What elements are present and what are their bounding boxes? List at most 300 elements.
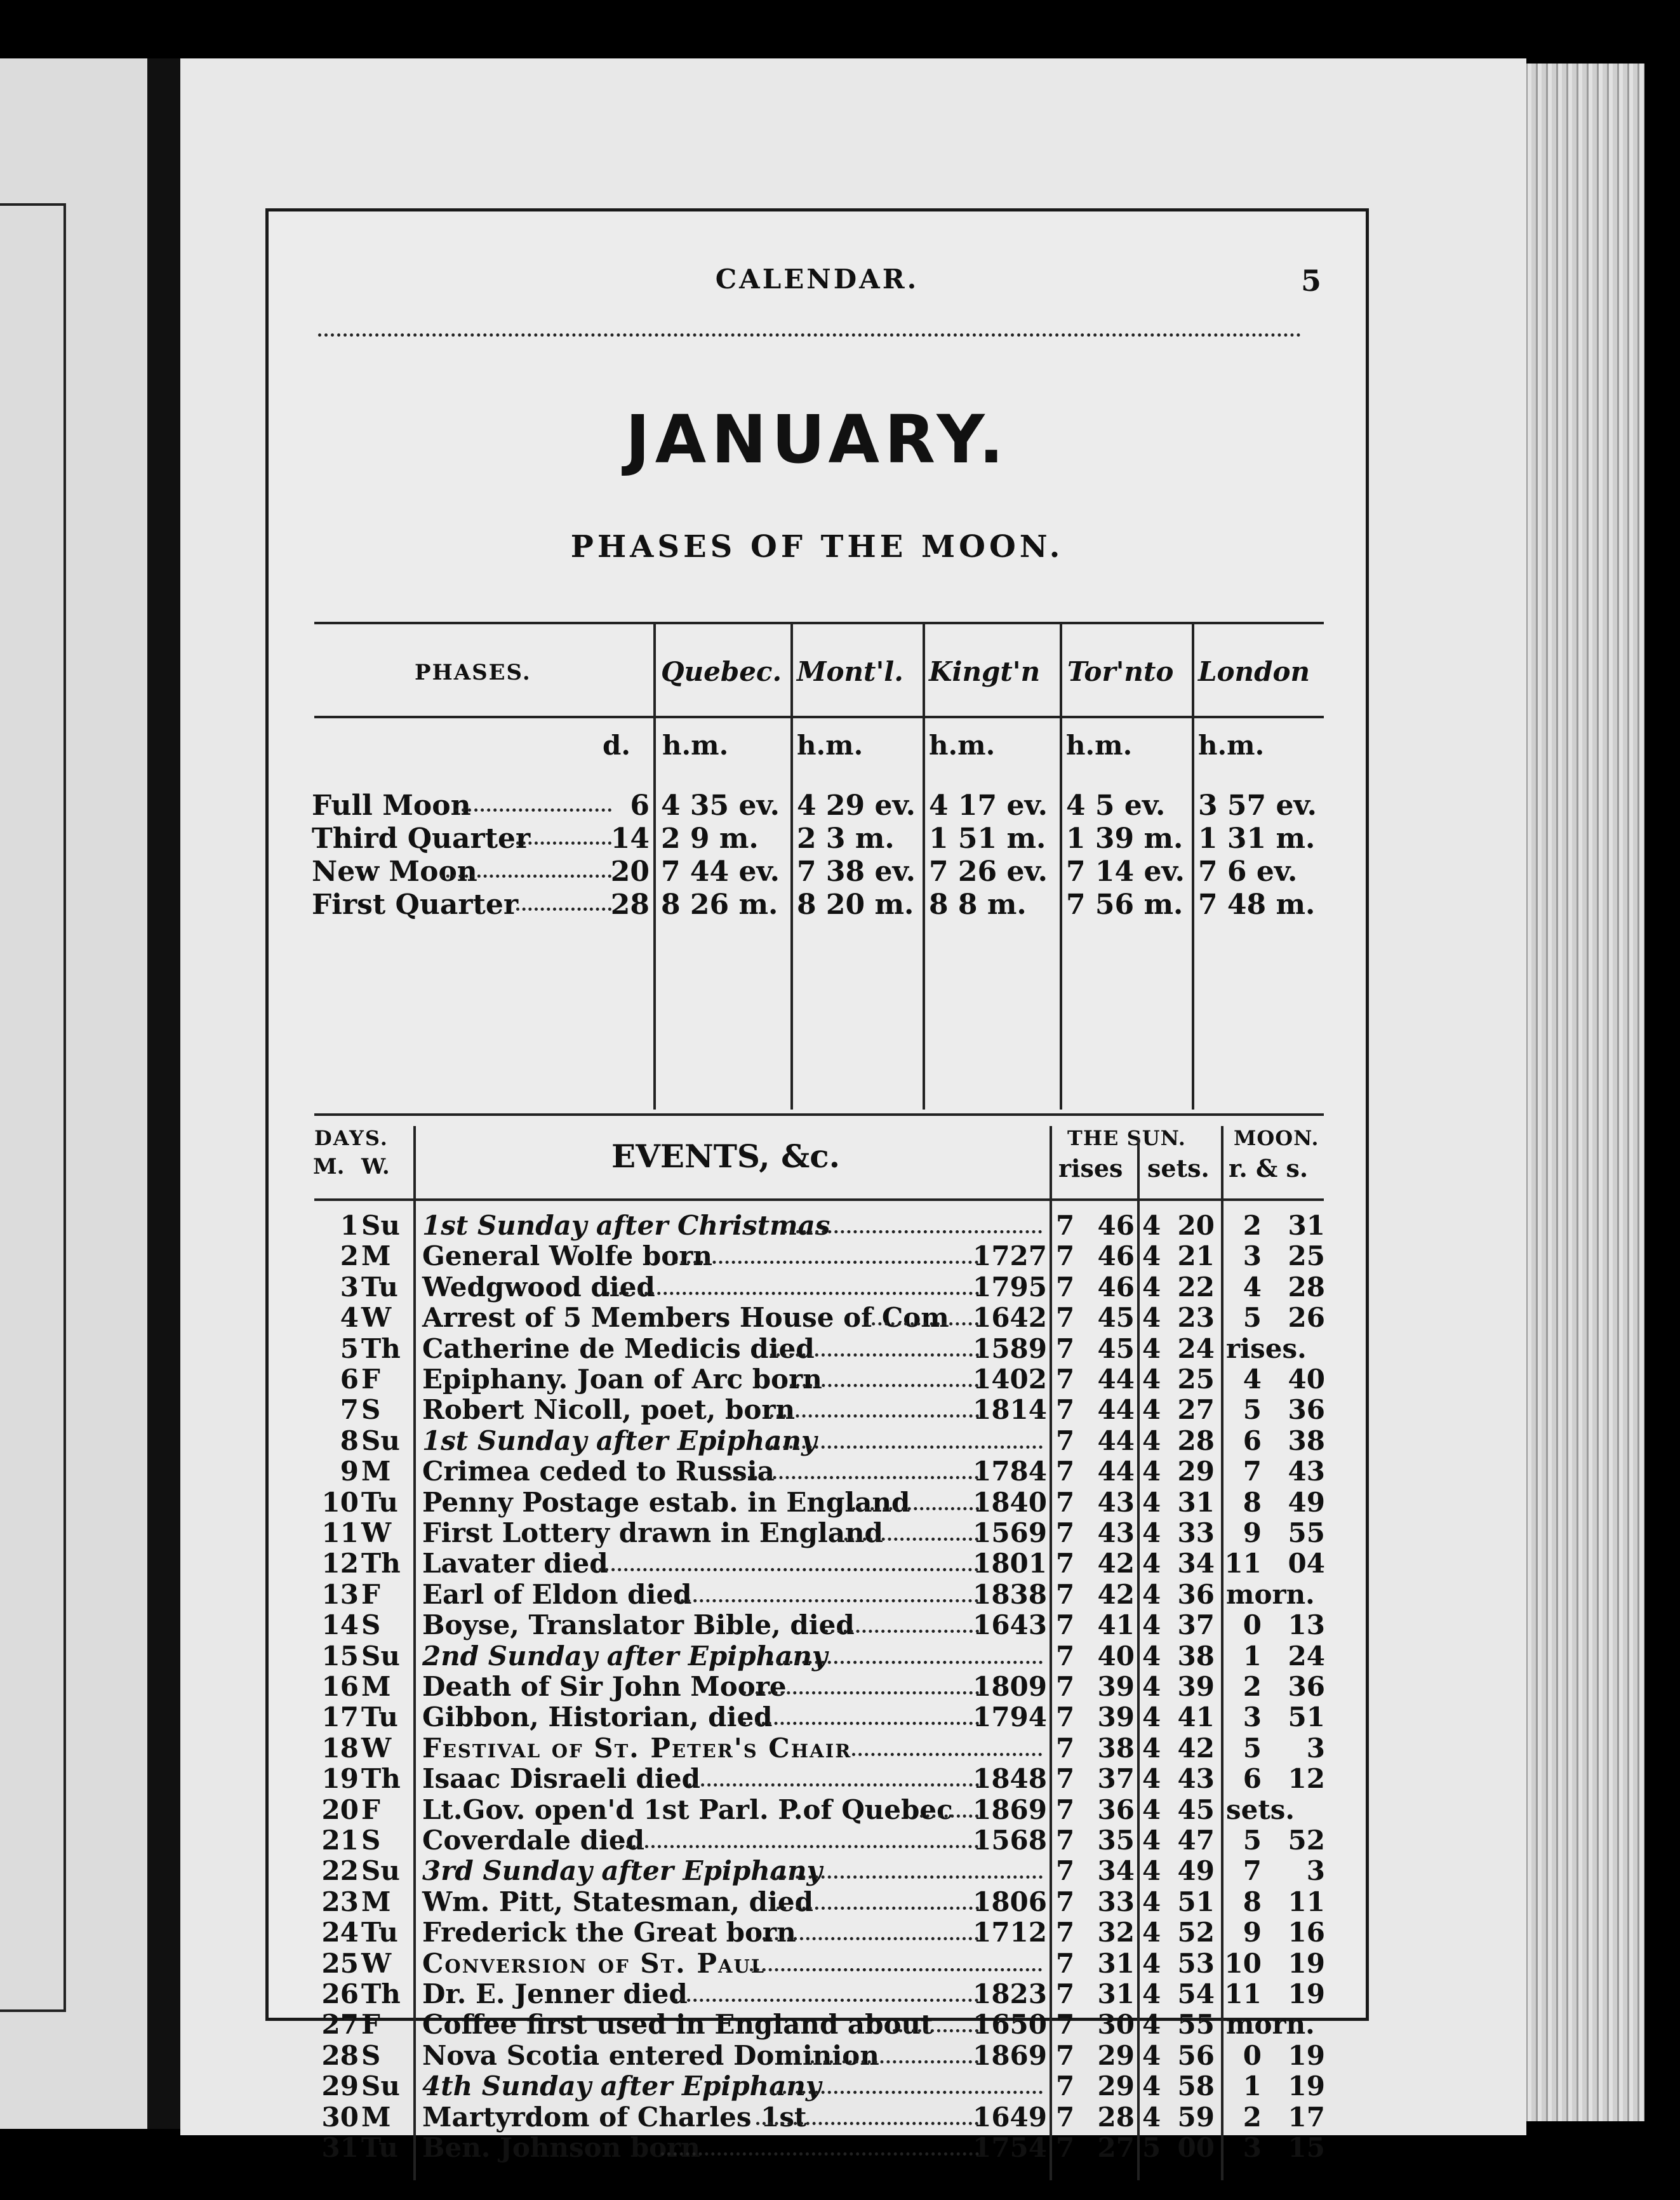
weekday: Th <box>361 1763 401 1794</box>
month-day: 12 <box>321 1548 359 1579</box>
event-text: 3rd Sunday after Epiphany <box>422 1855 822 1886</box>
page-number: 5 <box>1300 264 1321 298</box>
sunset-hour: 4 <box>1142 1978 1161 2009</box>
month-day: 29 <box>321 2070 359 2102</box>
sunrise-hour: 7 <box>1056 1487 1075 1518</box>
sunset-hour: 4 <box>1142 1425 1161 1456</box>
sunset-hour: 4 <box>1142 1917 1161 1948</box>
sunrise-minute: 39 <box>1097 1671 1135 1702</box>
header-dotted-rule <box>318 333 1301 337</box>
event-text: Festival of St. Peter's Chair <box>422 1733 852 1764</box>
moon-minute: 26 <box>1288 1302 1325 1333</box>
event-text: First Lottery drawn in England <box>422 1517 883 1548</box>
sunrise-minute: 28 <box>1097 2102 1135 2133</box>
sunrise-minute: 31 <box>1097 1948 1135 1979</box>
sunrise-hour: 7 <box>1056 1333 1075 1364</box>
event-text: Earl of Eldon died <box>422 1579 692 1610</box>
sunrise-minute: 42 <box>1097 1548 1135 1579</box>
event-year: 1806 <box>973 1886 1047 1917</box>
event-text: Gibbon, Historian, died <box>422 1701 773 1733</box>
moon-minute: 19 <box>1288 2040 1325 2071</box>
phase-name: First Quarter <box>312 889 519 921</box>
event-text: Lavater died <box>422 1548 608 1579</box>
sunrise-hour: 7 <box>1056 2102 1075 2133</box>
sunset-minute: 53 <box>1177 1948 1215 1979</box>
weekday: Tu <box>361 1487 398 1518</box>
event-text: Crimea ceded to Russia <box>422 1456 775 1487</box>
sunset-hour: 4 <box>1142 1701 1161 1733</box>
sunset-hour: 4 <box>1142 1671 1161 1702</box>
event-row <box>269 2102 1366 2132</box>
phase-time-quebec: 8 26 m. <box>661 889 778 921</box>
weekday: Th <box>361 1333 401 1364</box>
month-day: 26 <box>321 1978 359 2009</box>
event-year: 1814 <box>973 1394 1047 1425</box>
dot-leader <box>865 1322 978 1325</box>
event-row <box>269 1333 1366 1364</box>
phase-time-toronto: 4 5 ev. <box>1066 789 1166 822</box>
sunrise-minute: 29 <box>1097 2040 1135 2071</box>
sunset-hour: 4 <box>1142 1948 1161 1979</box>
moon-hour: 2 <box>1243 1671 1262 1702</box>
sunrise-minute: 35 <box>1097 1825 1135 1856</box>
sunset-minute: 33 <box>1177 1517 1215 1548</box>
sunrise-minute: 30 <box>1097 2009 1135 2040</box>
toronto-col-header: Tor'nto <box>1067 656 1174 687</box>
moon-minute: 38 <box>1288 1425 1325 1456</box>
moon-hour: 3 <box>1243 2132 1262 2163</box>
event-row <box>269 1548 1366 1578</box>
rises-header: rises <box>1058 1154 1123 1183</box>
month-day: 8 <box>340 1425 359 1456</box>
dot-leader <box>756 1937 978 1940</box>
london-col-header: London <box>1198 656 1310 687</box>
sunset-hour: 4 <box>1142 2102 1161 2133</box>
event-row <box>269 1271 1366 1302</box>
sunset-minute: 21 <box>1177 1240 1215 1271</box>
month-day: 23 <box>321 1886 359 1917</box>
sunset-minute: 34 <box>1177 1548 1215 1579</box>
sunset-minute: 24 <box>1177 1333 1215 1364</box>
sunset-hour: 4 <box>1142 1517 1161 1548</box>
phase-name: Third Quarter <box>312 822 531 855</box>
phase-row <box>269 789 1366 820</box>
facing-page-border <box>0 203 66 2012</box>
dot-leader <box>674 1261 978 1264</box>
time-unit: h.m. <box>662 730 729 761</box>
sunset-hour: 4 <box>1142 1302 1161 1333</box>
phase-row <box>269 822 1366 853</box>
time-unit: h.m. <box>1198 730 1265 761</box>
events-header-rule <box>314 1198 1324 1201</box>
event-row <box>269 1579 1366 1609</box>
month-day: 24 <box>321 1917 359 1948</box>
moon-note: morn. <box>1226 2009 1315 2040</box>
dot-leader <box>750 1968 1042 1971</box>
weekday: Su <box>361 1425 400 1456</box>
month-day: 5 <box>340 1333 359 1364</box>
sunrise-hour: 7 <box>1056 1640 1075 1672</box>
sunrise-minute: 44 <box>1097 1456 1135 1487</box>
sunset-hour: 4 <box>1142 1763 1161 1794</box>
month-day: 27 <box>321 2009 359 2040</box>
phase-time-montreal: 8 20 m. <box>797 889 914 921</box>
sunrise-hour: 7 <box>1056 1855 1075 1886</box>
dot-leader <box>783 1384 978 1387</box>
event-year: 1649 <box>973 2102 1047 2133</box>
sunset-minute: 54 <box>1177 1978 1215 2009</box>
sunset-minute: 37 <box>1177 1609 1215 1640</box>
sunset-hour: 4 <box>1142 1825 1161 1856</box>
moon-hour: 2 <box>1243 1210 1262 1241</box>
time-unit: h.m. <box>797 730 863 761</box>
weekday: W <box>361 1302 392 1333</box>
montreal-col-header: Mont'l. <box>797 656 903 687</box>
dot-leader <box>756 2122 978 2125</box>
phase-name: Full Moon <box>312 789 471 822</box>
sunset-hour: 4 <box>1142 1855 1161 1886</box>
event-row <box>269 1978 1366 2009</box>
event-row <box>269 2040 1366 2070</box>
moon-minute: 16 <box>1288 1917 1325 1948</box>
event-text: Wm. Pitt, Statesman, died <box>422 1886 813 1917</box>
phase-time-toronto: 7 56 m. <box>1066 889 1183 921</box>
event-row <box>269 1394 1366 1425</box>
moon-hour: 5 <box>1243 1825 1262 1856</box>
dot-leader <box>783 1230 1042 1233</box>
event-text: 1st Sunday after Christmas <box>422 1210 830 1241</box>
moon-hour: 2 <box>1243 2102 1262 2133</box>
sunrise-hour: 7 <box>1056 1701 1075 1733</box>
moon-hour: 4 <box>1243 1364 1262 1395</box>
event-row <box>269 1948 1366 1978</box>
moon-minute: 25 <box>1288 1240 1325 1271</box>
moon-minute: 11 <box>1288 1886 1325 1917</box>
phase-day: 14 <box>610 822 650 855</box>
moon-hour: 3 <box>1243 1240 1262 1271</box>
dot-leader <box>770 1445 1043 1449</box>
moon-hour: 1 <box>1243 1640 1262 1672</box>
month-day: 9 <box>340 1456 359 1487</box>
moon-hour: 10 <box>1224 1948 1262 1979</box>
month-day: 14 <box>321 1609 359 1640</box>
event-row <box>269 1517 1366 1548</box>
weekday: Su <box>361 1640 400 1672</box>
phases-header-rule <box>314 716 1324 718</box>
event-year: 1801 <box>973 1548 1047 1579</box>
moon-hour: 7 <box>1243 1456 1262 1487</box>
sunset-minute: 28 <box>1177 1425 1215 1456</box>
moon-hour: 8 <box>1243 1487 1262 1518</box>
sunset-hour: 4 <box>1142 1609 1161 1640</box>
sunset-minute: 52 <box>1177 1917 1215 1948</box>
sunset-hour: 4 <box>1142 1364 1161 1395</box>
phase-time-montreal: 4 29 ev. <box>797 789 916 822</box>
weekday: Th <box>361 1978 401 2009</box>
sunrise-minute: 31 <box>1097 1978 1135 2009</box>
weekday: Tu <box>361 1271 398 1303</box>
event-row <box>269 1240 1366 1271</box>
sunrise-minute: 46 <box>1097 1271 1135 1303</box>
moon-minute: 28 <box>1288 1271 1325 1303</box>
event-year: 1642 <box>973 1302 1047 1333</box>
page-edges <box>1511 64 1644 2121</box>
moon-note: sets. <box>1226 1794 1295 1825</box>
dot-leader <box>729 1476 978 1479</box>
dot-leader <box>825 1630 979 1633</box>
moon-header: MOON. <box>1234 1126 1319 1150</box>
month-day: 15 <box>321 1640 359 1672</box>
phase-time-quebec: 7 44 ev. <box>661 855 780 888</box>
moon-hour: 0 <box>1243 2040 1262 2071</box>
book-gutter <box>147 58 180 2129</box>
weekday: Su <box>361 1855 400 1886</box>
moon-hour: 11 <box>1224 1548 1262 1579</box>
event-row <box>269 1917 1366 1947</box>
sunset-minute: 39 <box>1177 1671 1215 1702</box>
event-year: 1650 <box>973 2009 1047 2040</box>
event-year: 1848 <box>973 1763 1047 1794</box>
moon-note: rises. <box>1226 1333 1307 1364</box>
event-text: Dr. E. Jenner died <box>422 1978 688 2009</box>
moon-hour: 5 <box>1243 1394 1262 1425</box>
phase-time-quebec: 2 9 m. <box>661 822 759 855</box>
sunset-minute: 49 <box>1177 1855 1215 1886</box>
event-year: 1568 <box>973 1825 1047 1856</box>
month-day: 10 <box>321 1487 359 1518</box>
sunrise-minute: 34 <box>1097 1855 1135 1886</box>
month-day: 17 <box>321 1701 359 1733</box>
phase-time-montreal: 2 3 m. <box>797 822 895 855</box>
dot-leader <box>770 2091 1043 2094</box>
moon-hour: 6 <box>1243 1425 1262 1456</box>
month-day: 25 <box>321 1948 359 1979</box>
sunrise-hour: 7 <box>1056 1548 1075 1579</box>
weekday: W <box>361 1733 392 1764</box>
sunset-hour: 4 <box>1142 1271 1161 1303</box>
weekday: M <box>361 2102 391 2133</box>
event-text: General Wolfe born <box>422 1240 712 1271</box>
dot-leader <box>893 2029 978 2032</box>
sunset-hour: 4 <box>1142 1640 1161 1672</box>
time-unit: h.m. <box>1066 730 1133 761</box>
dot-leader <box>606 1292 979 1295</box>
sunset-hour: 4 <box>1142 1333 1161 1364</box>
weekday: Th <box>361 1548 401 1579</box>
moon-hour: 1 <box>1243 2070 1262 2102</box>
moon-minute: 36 <box>1288 1671 1325 1702</box>
sunset-minute: 27 <box>1177 1394 1215 1425</box>
sunrise-hour: 7 <box>1056 1886 1075 1917</box>
moon-hour: 7 <box>1243 1855 1262 1886</box>
weekday: M <box>361 1240 391 1271</box>
dot-leader <box>811 2060 978 2063</box>
sunrise-minute: 45 <box>1097 1302 1135 1333</box>
sunrise-hour: 7 <box>1056 2009 1075 2040</box>
sunrise-minute: 36 <box>1097 1794 1135 1825</box>
month-day: 6 <box>340 1364 359 1395</box>
sunrise-hour: 7 <box>1056 1425 1075 1456</box>
event-row <box>269 1763 1366 1794</box>
sunset-minute: 22 <box>1177 1271 1215 1303</box>
sunrise-minute: 44 <box>1097 1394 1135 1425</box>
event-year: 1838 <box>973 1579 1047 1610</box>
event-row <box>269 2070 1366 2101</box>
month-day: 13 <box>321 1579 359 1610</box>
event-text: Nova Scotia entered Dominion <box>422 2040 879 2071</box>
weekday: S <box>361 2040 381 2071</box>
sunrise-hour: 7 <box>1056 1394 1075 1425</box>
month-day-header: M. <box>313 1154 345 1179</box>
month-day: 19 <box>321 1763 359 1794</box>
sunrise-hour: 7 <box>1056 1517 1075 1548</box>
phase-time-london: 7 48 m. <box>1198 889 1316 921</box>
sunset-hour: 5 <box>1142 2132 1161 2163</box>
moon-hour: 4 <box>1243 1271 1262 1303</box>
event-text: 4th Sunday after Epiphany <box>422 2070 822 2102</box>
sunset-hour: 4 <box>1142 2009 1161 2040</box>
phase-time-toronto: 1 39 m. <box>1066 822 1183 855</box>
event-text: 2nd Sunday after Epiphany <box>422 1640 828 1672</box>
day-unit: d. <box>603 730 630 761</box>
month-day: 16 <box>321 1671 359 1702</box>
sunset-hour: 4 <box>1142 1733 1161 1764</box>
weekday: S <box>361 1394 381 1425</box>
sunset-minute: 56 <box>1177 2040 1215 2071</box>
event-row <box>269 2132 1366 2163</box>
weekday: W <box>361 1517 392 1548</box>
moon-hour: 8 <box>1243 1886 1262 1917</box>
weekday: M <box>361 1671 391 1702</box>
event-year: 1727 <box>973 1240 1047 1271</box>
phase-time-kingston: 1 51 m. <box>929 822 1046 855</box>
sunrise-minute: 33 <box>1097 1886 1135 1917</box>
moon-minute: 52 <box>1288 1825 1325 1856</box>
moon-minute: 3 <box>1306 1733 1325 1764</box>
phase-time-kingston: 7 26 ev. <box>929 855 1048 888</box>
sunset-minute: 41 <box>1177 1701 1215 1733</box>
sunrise-minute: 27 <box>1097 2132 1135 2163</box>
weekday: Tu <box>361 2132 398 2163</box>
moon-minute: 43 <box>1288 1456 1325 1487</box>
sunset-hour: 4 <box>1142 1394 1161 1425</box>
sunset-hour: 4 <box>1142 1579 1161 1610</box>
weekday: Su <box>361 2070 400 2102</box>
weekday-header: W. <box>361 1154 390 1179</box>
event-text: Robert Nicoll, poet, born <box>422 1394 796 1425</box>
sunrise-hour: 7 <box>1056 1456 1075 1487</box>
month-day: 28 <box>321 2040 359 2071</box>
event-text: Coffee first used in England about <box>422 2009 933 2040</box>
sunset-minute: 47 <box>1177 1825 1215 1856</box>
weekday: W <box>361 1948 392 1979</box>
moon-minute: 36 <box>1288 1394 1325 1425</box>
sunset-minute: 31 <box>1177 1487 1215 1518</box>
month-title: JANUARY. <box>625 401 1009 478</box>
moon-hour: 3 <box>1243 1701 1262 1733</box>
dot-leader <box>743 1691 979 1694</box>
dot-leader <box>516 842 611 845</box>
phase-time-kingston: 4 17 ev. <box>929 789 1048 822</box>
sunset-hour: 4 <box>1142 1210 1161 1241</box>
weekday: Tu <box>361 1701 398 1733</box>
month-day: 2 <box>340 1240 359 1271</box>
moon-minute: 12 <box>1288 1763 1325 1794</box>
sunset-hour: 4 <box>1142 1886 1161 1917</box>
month-day: 21 <box>321 1825 359 1856</box>
event-text: Arrest of 5 Members House of Com <box>422 1302 949 1333</box>
event-text: Frederick the Great born <box>422 1917 796 1948</box>
sets-header: sets. <box>1147 1154 1210 1183</box>
event-text: Catherine de Medicis died <box>422 1333 815 1364</box>
event-row <box>269 1794 1366 1825</box>
sunrise-hour: 7 <box>1056 2040 1075 2071</box>
moon-minute: 55 <box>1288 1517 1325 1548</box>
month-day: 1 <box>340 1210 359 1241</box>
sunrise-minute: 39 <box>1097 1701 1135 1733</box>
sunrise-hour: 7 <box>1056 1763 1075 1794</box>
phase-time-quebec: 4 35 ev. <box>661 789 780 822</box>
running-header: CALENDAR. <box>715 264 919 295</box>
sunset-minute: 51 <box>1177 1886 1215 1917</box>
sunset-minute: 55 <box>1177 2009 1215 2040</box>
sunset-minute: 23 <box>1177 1302 1215 1333</box>
event-text: Death of Sir John Moore <box>422 1671 787 1702</box>
event-year: 1643 <box>973 1609 1047 1640</box>
sunset-minute: 38 <box>1177 1640 1215 1672</box>
moon-minute: 40 <box>1288 1364 1325 1395</box>
event-year: 1754 <box>973 2132 1047 2163</box>
weekday: S <box>361 1609 381 1640</box>
event-text: 1st Sunday after Epiphany <box>422 1425 817 1456</box>
event-text: Ben. Johnson born <box>422 2132 700 2163</box>
sunrise-minute: 32 <box>1097 1917 1135 1948</box>
event-row <box>269 1487 1366 1517</box>
sunrise-hour: 7 <box>1056 1917 1075 1948</box>
days-header: DAYS. <box>314 1126 389 1150</box>
event-year: 1840 <box>973 1487 1047 1518</box>
phase-time-london: 3 57 ev. <box>1198 789 1317 822</box>
weekday: F <box>361 1579 380 1610</box>
dot-leader <box>661 2152 979 2156</box>
phase-time-montreal: 7 38 ev. <box>797 855 916 888</box>
phase-name: New Moon <box>312 855 477 888</box>
sunset-minute: 45 <box>1177 1794 1215 1825</box>
phase-day: 6 <box>630 789 650 822</box>
event-year: 1784 <box>973 1456 1047 1487</box>
moon-minute: 19 <box>1288 1948 1325 1979</box>
event-year: 1809 <box>973 1671 1047 1702</box>
weekday: F <box>361 1364 380 1395</box>
dot-leader <box>674 1599 978 1602</box>
sunset-minute: 59 <box>1177 2102 1215 2133</box>
sunrise-minute: 41 <box>1097 1609 1135 1640</box>
event-year: 1712 <box>973 1917 1047 1948</box>
sunrise-hour: 7 <box>1056 1978 1075 2009</box>
sunset-hour: 4 <box>1142 1548 1161 1579</box>
sunrise-minute: 43 <box>1097 1517 1135 1548</box>
phases-top-rule <box>314 622 1324 624</box>
month-day: 31 <box>321 2132 359 2163</box>
event-row <box>269 1210 1366 1240</box>
moon-note: morn. <box>1226 1579 1315 1610</box>
event-row <box>269 1701 1366 1732</box>
moon-rs-header: r. & s. <box>1229 1154 1309 1183</box>
sunrise-hour: 7 <box>1056 1825 1075 1856</box>
weekday: F <box>361 1794 380 1825</box>
event-text: Penny Postage estab. in England <box>422 1487 910 1518</box>
sunrise-hour: 7 <box>1056 2070 1075 2102</box>
